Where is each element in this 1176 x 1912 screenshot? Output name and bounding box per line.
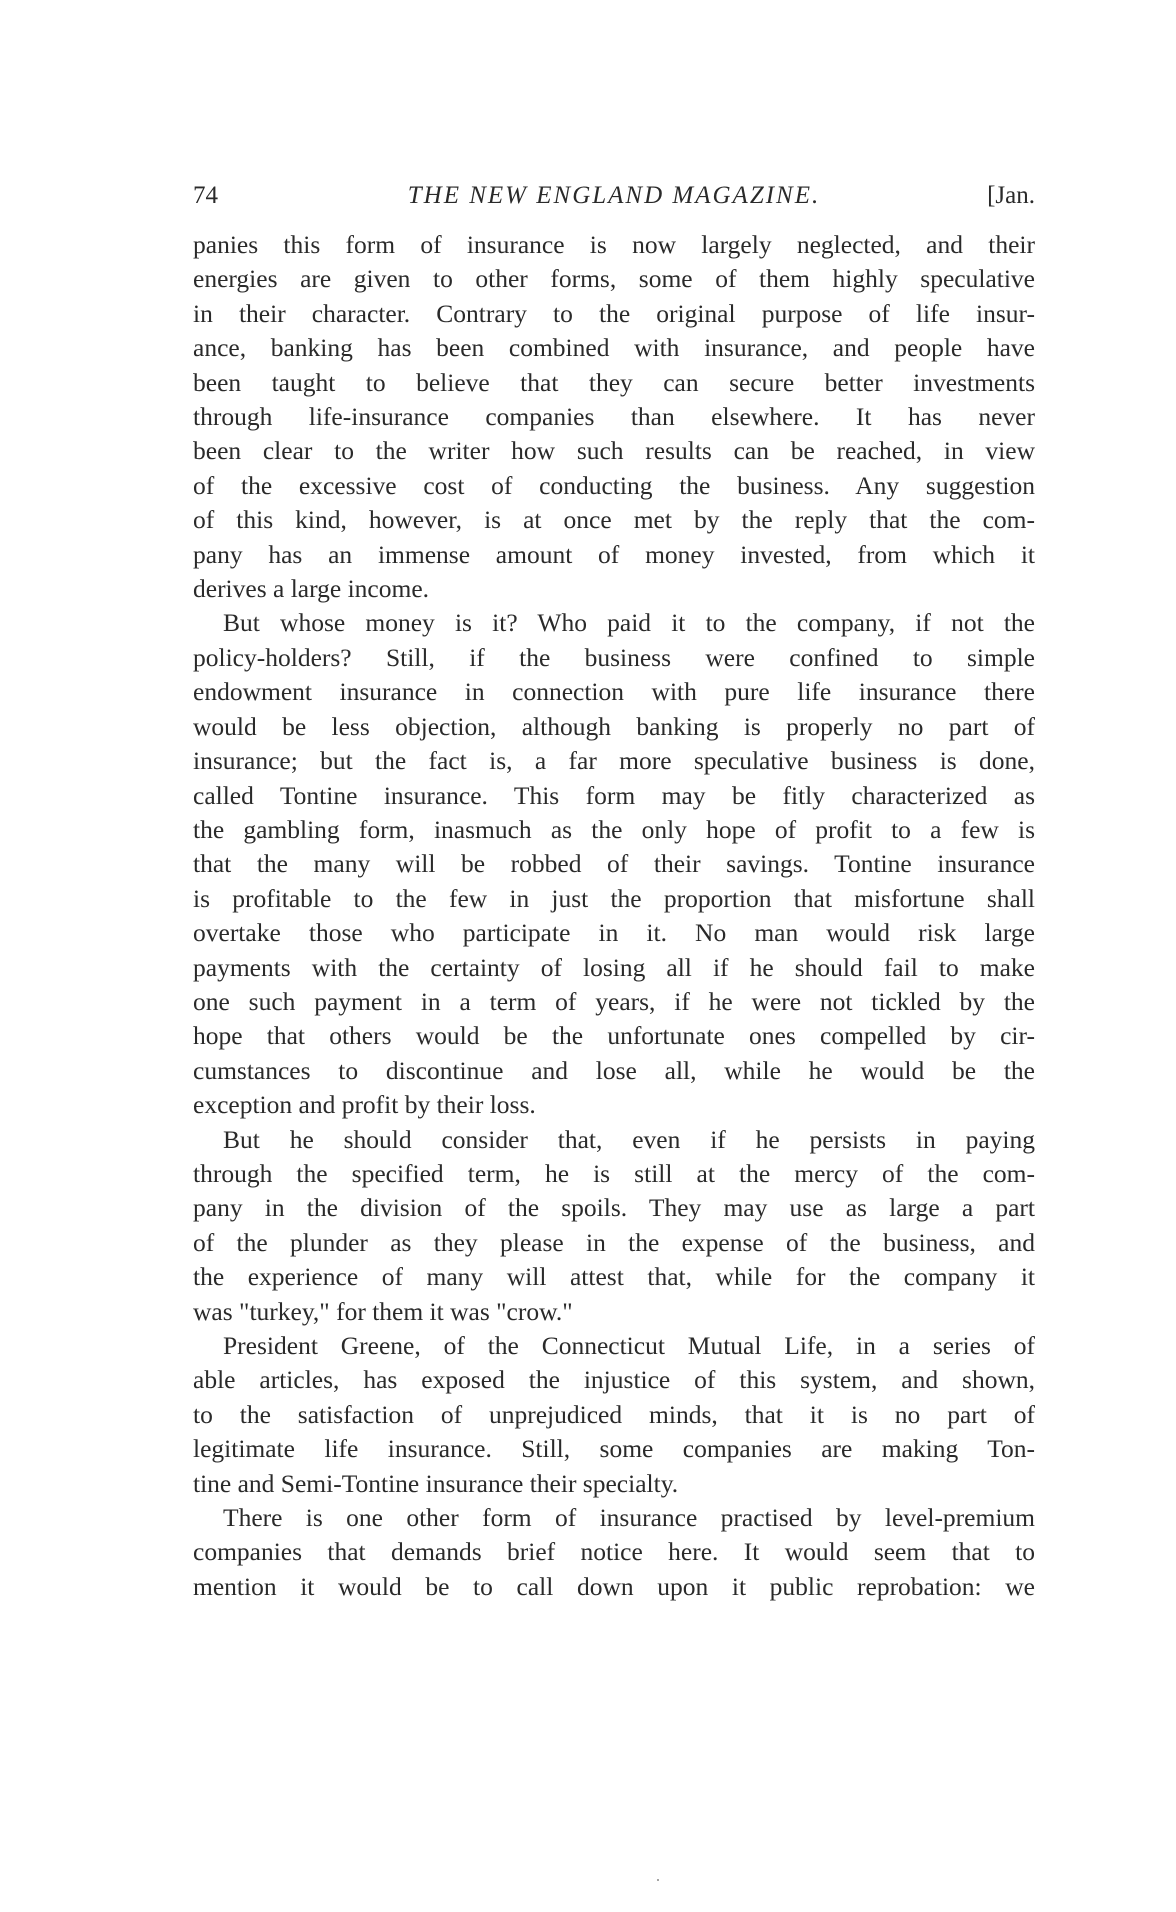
text-line: But whose money is it? Who paid it to the company, if not the — [223, 608, 1035, 638]
text-line: been taught to believe that they can secure better investments — [193, 367, 1035, 397]
text-line: ance, banking has been combined with insurance, and people have — [193, 333, 1035, 363]
text-line: to the satisfaction of unprejudiced minds, that it is no part of — [193, 1399, 1035, 1429]
text-line: of this kind, however, is at once met by the reply that the com- — [193, 505, 1035, 535]
text-line: was "turkey," for them it was "crow." — [193, 1296, 573, 1326]
text-line: mention it would be to call down upon it public reprobation: we — [193, 1571, 1035, 1601]
text-line: the experience of many will attest that, while for the company it — [193, 1262, 1035, 1292]
text-line: overtake those who participate in it. No man would risk large — [193, 918, 1035, 948]
text-line: cumstances to discontinue and lose all, while he would be the — [193, 1055, 1035, 1085]
text-line: in their character. Contrary to the original purpose of life insur- — [193, 298, 1035, 328]
paragraph — [193, 1123, 1035, 1329]
text-line: hope that others would be the unfortunate ones compelled by cir- — [193, 1021, 1035, 1051]
page-number: 74 — [193, 182, 218, 209]
paragraph — [193, 228, 1035, 606]
text-line: companies that demands brief notice here. It would seem that to — [193, 1537, 1035, 1567]
text-line: that the many will be robbed of their savings. Tontine insurance — [193, 849, 1035, 879]
text-line: There is one other form of insurance practised by level-premium — [223, 1503, 1035, 1533]
text-line: one such payment in a term of years, if he were not tickled by the — [193, 986, 1035, 1016]
paragraph — [193, 1501, 1035, 1604]
text-line: is profitable to the few in just the proportion that misfortune shall — [193, 883, 1035, 913]
text-line: through life-insurance companies than elsewhere. It has never — [193, 402, 1035, 432]
text-line: tine and Semi-Tontine insurance their specialty. — [193, 1468, 679, 1498]
text-line: would be less objection, although banking is properly no part of — [193, 711, 1035, 741]
text-line: policy-holders? Still, if the business were confined to simple — [193, 642, 1035, 672]
paragraph — [193, 606, 1035, 1122]
text-line: derives a large income. — [193, 574, 430, 604]
text-line: of the excessive cost of conducting the business. Any suggestion — [193, 470, 1035, 500]
issue-month: [Jan. — [987, 182, 1035, 209]
text-line: President Greene, of the Connecticut Mutual Life, in a series of — [223, 1331, 1035, 1360]
text-line: energies are given to other forms, some of them highly speculative — [193, 264, 1035, 294]
page-speck — [657, 1879, 659, 1881]
running-head — [193, 176, 1035, 216]
text-line: payments with the certainty of losing all if he should fail to make — [193, 952, 1035, 982]
text-line: of the plunder as they please in the expense of the business, and — [193, 1227, 1035, 1257]
text-line: exception and profit by their loss. — [193, 1090, 536, 1120]
text-line: the gambling form, inasmuch as the only hope of profit to a few is — [193, 814, 1035, 844]
text-line: panies this form of insurance is now largely neglected, and their — [193, 230, 1035, 259]
text-line: able articles, has exposed the injustice of this system, and shown, — [193, 1365, 1035, 1395]
text-line: insurance; but the fact is, a far more speculative business is done, — [193, 746, 1035, 776]
text-line: pany has an immense amount of money invested, from which it — [193, 539, 1035, 569]
text-line: been clear to the writer how such results can be reached, in view — [193, 436, 1035, 466]
text-line: called Tontine insurance. This form may be fitly characterized as — [193, 780, 1035, 810]
paragraph — [193, 1329, 1035, 1501]
text-line: But he should consider that, even if he persists in paying — [223, 1124, 1035, 1154]
text-line: legitimate life insurance. Still, some companies are making Ton- — [193, 1434, 1035, 1464]
text-line: through the specified term, he is still at the mercy of the com- — [193, 1158, 1035, 1188]
text-line: pany in the division of the spoils. They may use as large a part — [193, 1193, 1035, 1223]
article-body — [193, 228, 1035, 1604]
journal-title: THE NEW ENGLAND MAGAZINE. — [407, 182, 821, 209]
text-line: endowment insurance in connection with pure life insurance there — [193, 677, 1035, 707]
